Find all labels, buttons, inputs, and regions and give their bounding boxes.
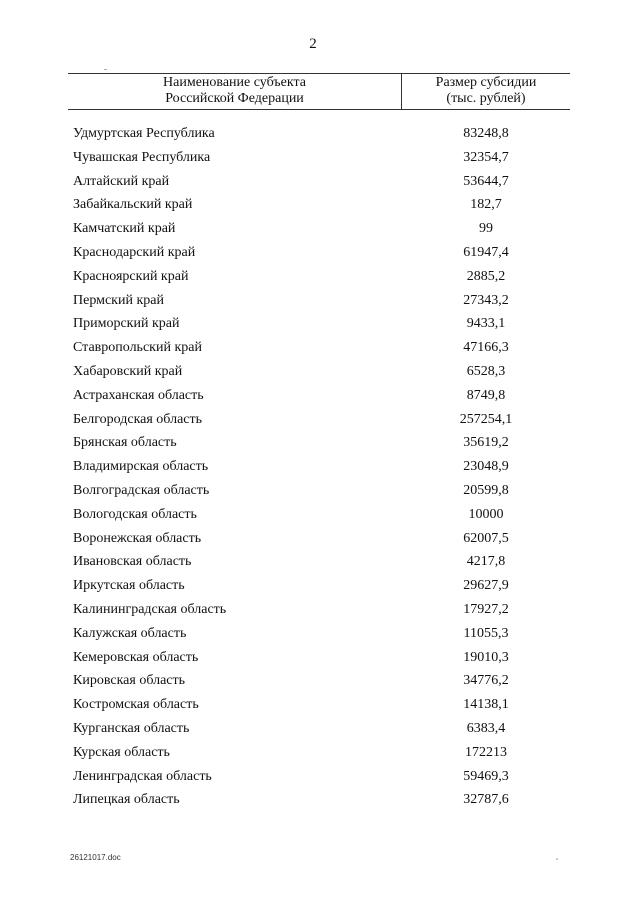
table-row — [73, 146, 570, 170]
region-name: Иркутская область — [73, 578, 185, 594]
table-row — [73, 336, 570, 360]
region-name: Калужская область — [73, 625, 187, 641]
table-row — [73, 455, 570, 479]
region-name: Пермский край — [73, 292, 164, 308]
region-name: Приморский край — [73, 316, 180, 332]
region-name: Калининградская область — [73, 601, 227, 617]
subsidy-amount: 8749,8 — [466, 387, 506, 403]
header-value-cell — [402, 75, 570, 107]
table-body — [73, 122, 570, 812]
top-mark — [104, 69, 107, 70]
header-value-line2: (тыс. рублей) — [446, 91, 526, 106]
subsidy-amount: 19010,3 — [463, 649, 509, 665]
header-value-line1: Размер субсидии — [435, 75, 537, 90]
subsidy-amount: 61947,4 — [463, 244, 509, 260]
subsidy-amount: 6383,4 — [466, 720, 506, 736]
subsidy-amount: 32354,7 — [463, 149, 509, 165]
table-row — [73, 717, 570, 741]
region-name: Воронежская область — [73, 530, 202, 546]
subsidy-amount: 2885,2 — [466, 268, 506, 284]
region-name: Владимирская область — [73, 459, 209, 475]
region-name: Кемеровская область — [73, 649, 199, 665]
subsidy-amount: 29627,9 — [463, 578, 509, 594]
table-row — [73, 384, 570, 408]
subsidy-amount: 4217,8 — [466, 554, 506, 570]
table-row — [73, 646, 570, 670]
region-name: Красноярский край — [73, 268, 189, 284]
subsidy-amount: 62007,5 — [463, 530, 509, 546]
subsidy-amount: 83248,8 — [463, 126, 509, 141]
header-bottom-rule — [68, 109, 570, 110]
table-row — [73, 669, 570, 693]
subsidy-amount: 172213 — [465, 744, 507, 760]
region-name: Астраханская область — [73, 387, 204, 403]
region-name: Белгородская область — [73, 411, 203, 427]
header-top-rule — [68, 73, 570, 74]
subsidy-amount: 32787,6 — [463, 792, 509, 808]
region-name: Липецкая область — [73, 792, 180, 808]
region-name: Ивановская область — [73, 554, 192, 570]
subsidy-amount: 23048,9 — [463, 459, 509, 475]
region-name: Алтайский край — [73, 173, 170, 189]
subsidy-amount: 47166,3 — [463, 340, 509, 356]
region-name: Краснодарский край — [73, 244, 196, 260]
region-name: Волгоградская область — [73, 482, 210, 498]
region-name: Курганская область — [73, 720, 190, 736]
subsidy-amount: 99 — [479, 221, 493, 237]
subsidy-amount: 27343,2 — [463, 292, 509, 308]
table-row — [73, 360, 570, 384]
table-row — [73, 265, 570, 289]
header-name-cell — [68, 75, 401, 107]
table-row — [73, 431, 570, 455]
table-row — [73, 217, 570, 241]
region-name: Кировская область — [73, 673, 186, 689]
table-row — [73, 122, 570, 146]
table-row — [73, 289, 570, 313]
subsidy-amount: 11055,3 — [463, 625, 509, 641]
table-row — [73, 241, 570, 265]
region-name: Брянская область — [73, 435, 177, 451]
subsidy-amount: 182,7 — [470, 197, 502, 213]
page-number: 2 — [309, 36, 317, 52]
header-name-line2: Российской Федерации — [165, 91, 304, 106]
region-name: Камчатский край — [73, 221, 176, 237]
table-row — [73, 170, 570, 194]
table-row — [73, 598, 570, 622]
table-row — [73, 503, 570, 527]
header-name-line1: Наименование субъекта — [163, 75, 306, 90]
document-id: 26121017.doc — [70, 853, 121, 862]
subsidy-amount: 35619,2 — [463, 435, 509, 451]
region-name: Чувашская Республика — [73, 149, 211, 165]
subsidy-amount: 53644,7 — [463, 173, 509, 189]
region-name: Курская область — [73, 744, 170, 760]
subsidy-amount: 9433,1 — [466, 316, 506, 332]
region-name: Ставропольский край — [73, 340, 202, 356]
subsidy-amount: 34776,2 — [463, 673, 509, 689]
table-row — [73, 408, 570, 432]
table-row — [73, 741, 570, 765]
table-row — [73, 765, 570, 789]
region-name: Ленинградская область — [73, 768, 212, 784]
region-name: Удмуртская Республика — [73, 126, 215, 141]
table-row — [73, 193, 570, 217]
table-row — [73, 527, 570, 551]
subsidy-amount: 14138,1 — [463, 697, 509, 713]
region-name: Костромская область — [73, 697, 199, 713]
region-name: Забайкальский край — [73, 197, 193, 213]
table-row — [73, 479, 570, 503]
table-row — [73, 693, 570, 717]
subsidy-amount: 257254,1 — [459, 411, 513, 427]
table-row — [73, 312, 570, 336]
subsidy-amount: 10000 — [468, 506, 504, 522]
table-row — [73, 788, 570, 812]
table-row — [73, 550, 570, 574]
subsidy-amount: 20599,8 — [463, 482, 509, 498]
subsidy-amount: 17927,2 — [463, 601, 509, 617]
table-row — [73, 574, 570, 598]
footer-mark — [556, 858, 558, 860]
region-name: Хабаровский край — [73, 363, 183, 379]
region-name: Вологодская область — [73, 506, 197, 522]
table-row — [73, 622, 570, 646]
subsidy-amount: 6528,3 — [466, 363, 506, 379]
subsidy-amount: 59469,3 — [463, 768, 509, 784]
